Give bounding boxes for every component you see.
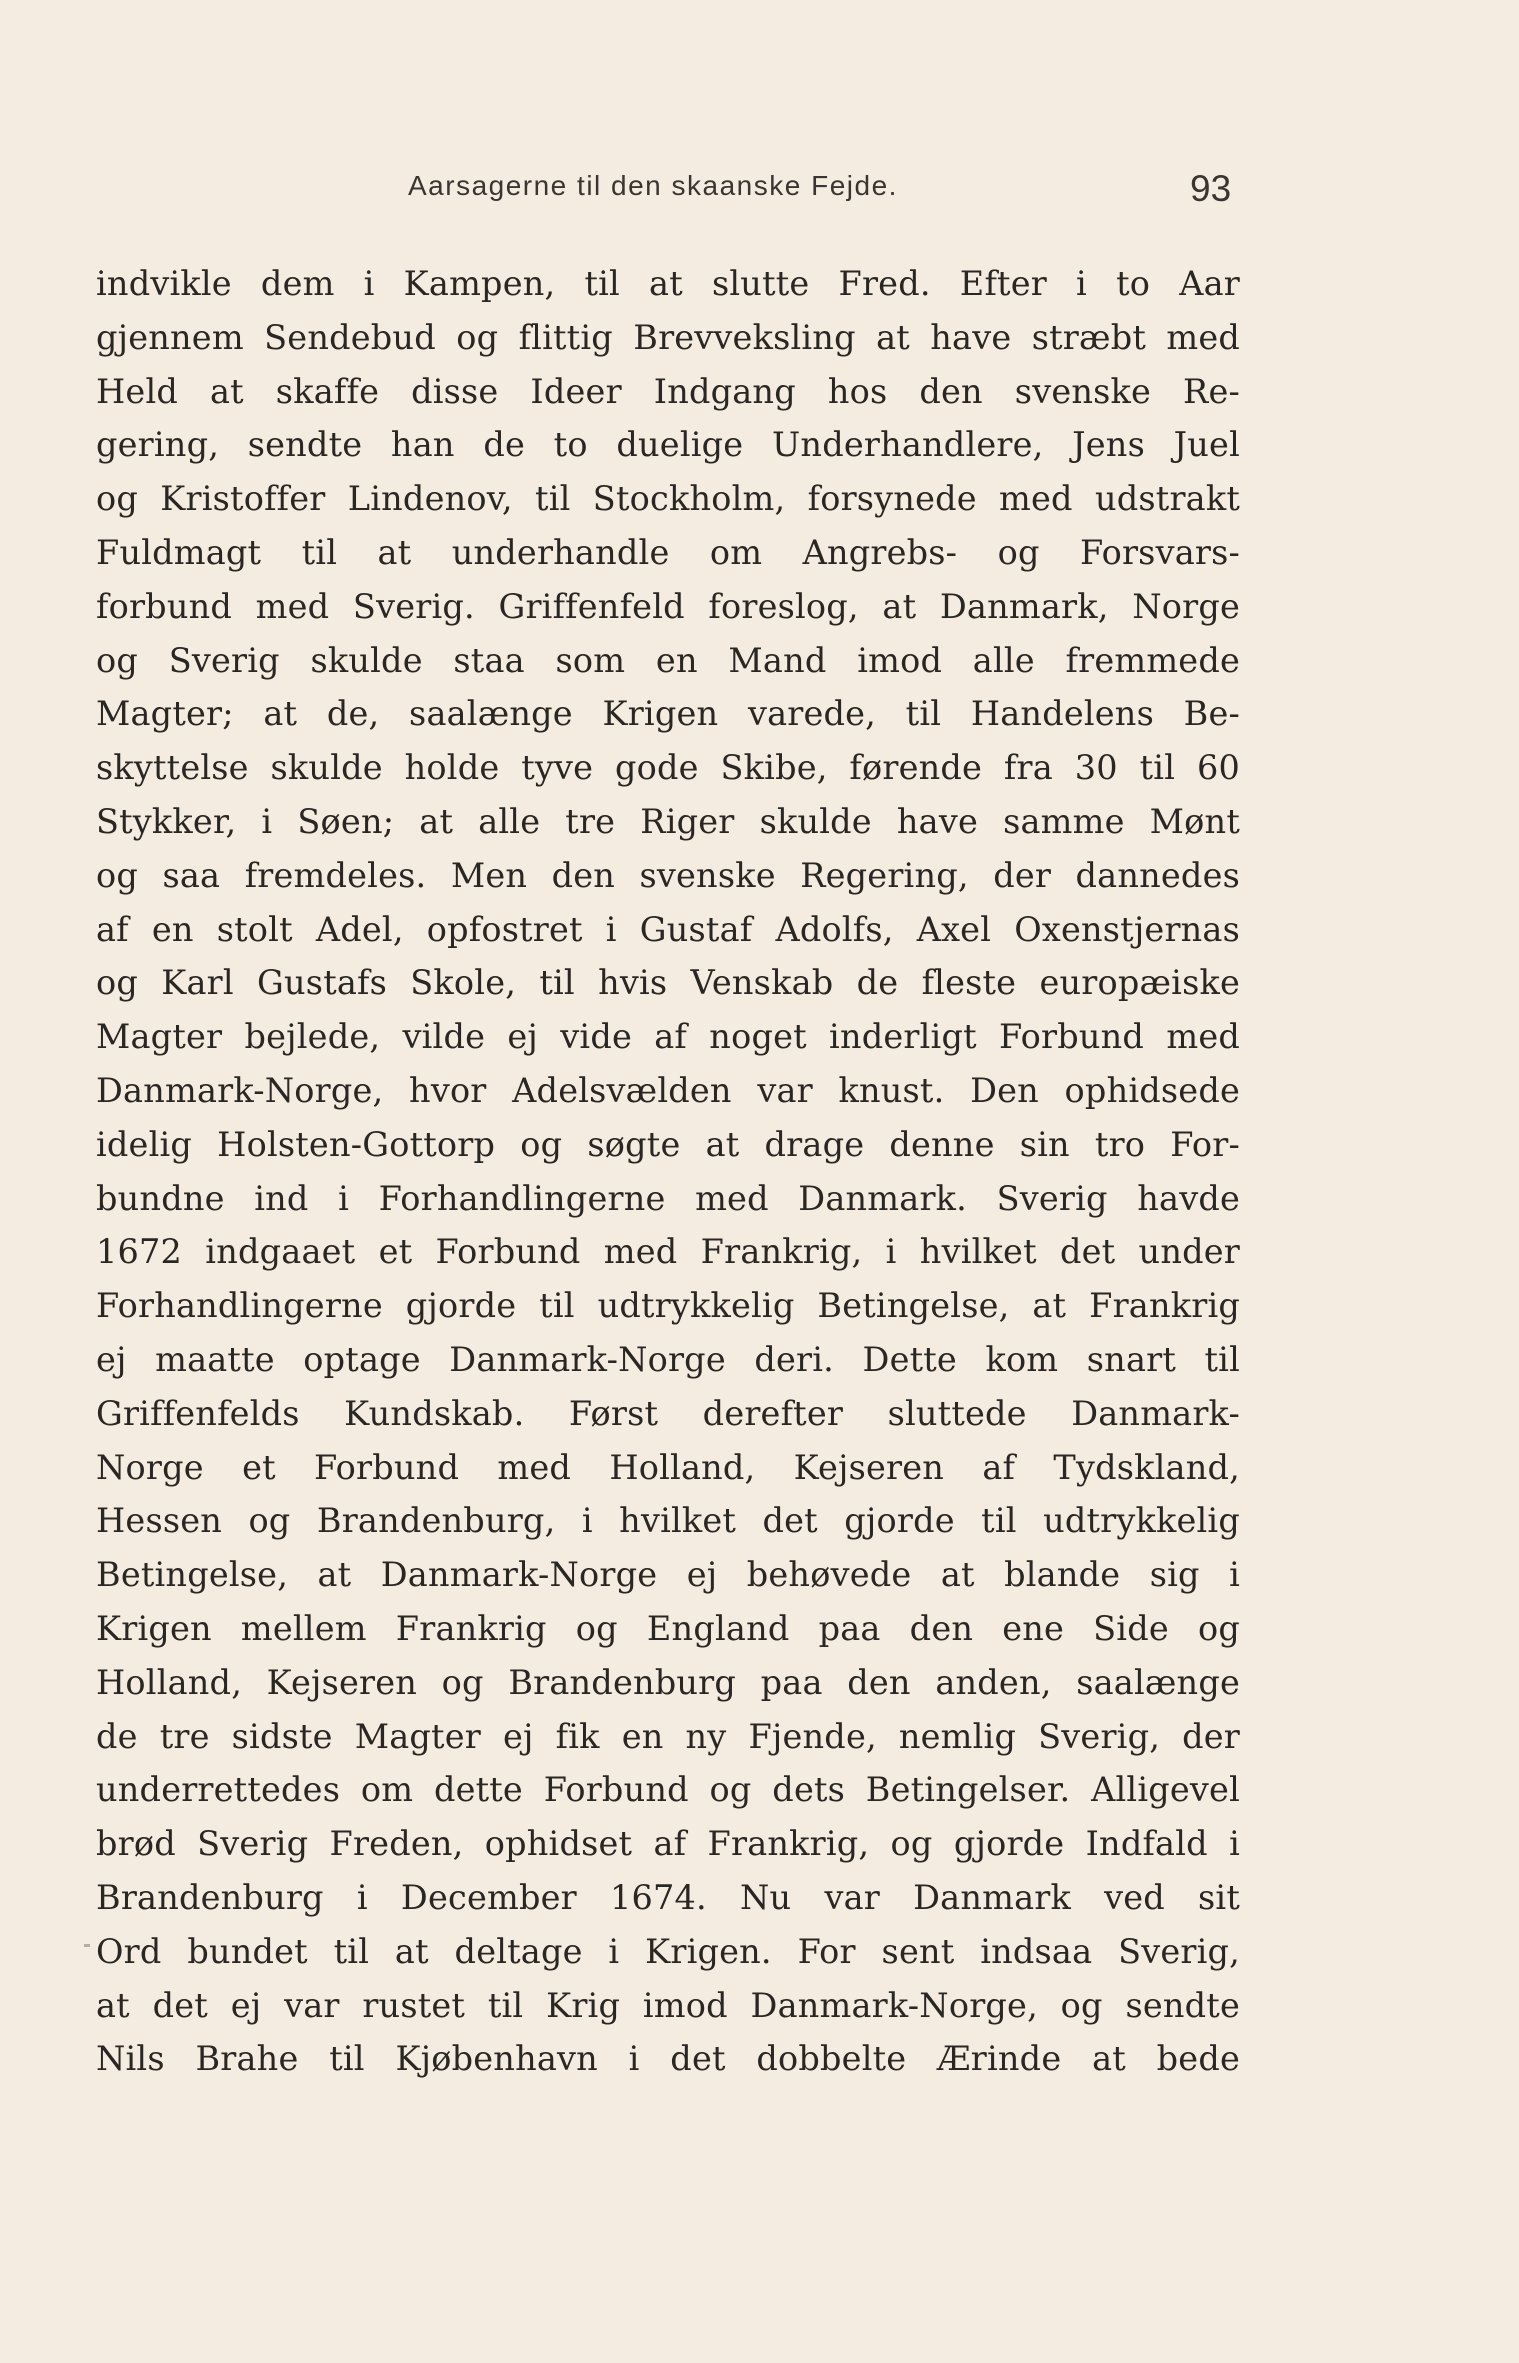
text-line: forbund med Sverig. Griffenfeld foreslog, at Danmark, Norge: [96, 586, 1240, 626]
text-line: Norge et Forbund med Holland, Kejseren af Tydskland,: [96, 1447, 1240, 1487]
body-text: [96, 257, 1240, 2086]
text-line: af en stolt Adel, opfostret i Gustaf Adolfs, Axel Oxenstjernas: [96, 909, 1240, 949]
text-line: Betingelse, at Danmark-Norge ej behøvede at blande sig i: [96, 1555, 1240, 1595]
text-line: Krigen mellem Frankrig og England paa den ene Side og: [96, 1608, 1240, 1648]
text-line: bundne ind i Forhandlingerne med Danmark. Sverig havde: [96, 1178, 1240, 1218]
text-line: og Karl Gustafs Skole, til hvis Venskab de fleste europæiske: [96, 963, 1240, 1003]
text-line: de tre sidste Magter ej fik en ny Fjende, nemlig Sverig, der: [96, 1716, 1240, 1756]
text-line: at det ej var rustet til Krig imod Danmark-Norge, og sendte: [96, 1985, 1240, 2025]
text-line: Magter bejlede, vilde ej vide af noget inderligt Forbund med: [96, 1017, 1240, 1057]
text-line: Brandenburg i December 1674. Nu var Danmark ved sit: [96, 1877, 1240, 1917]
text-line: indvikle dem i Kampen, til at slutte Fred. Efter i to Aar: [96, 264, 1240, 303]
text-line: Forhandlingerne gjorde til udtrykkelig Betingelse, at Frankrig: [96, 1286, 1240, 1326]
text-line: Danmark-Norge, hvor Adelsvælden var knust. Den ophidsede: [96, 1070, 1240, 1110]
text-line: Griffenfelds Kundskab. Først derefter sluttede Danmark-: [96, 1393, 1240, 1433]
text-line: og Kristoffer Lindenov, til Stockholm, forsynede med udstrakt: [96, 479, 1240, 519]
margin-mark: [84, 1944, 90, 1947]
text-line: Fuldmagt til at underhandle om Angrebs- og Forsvars-: [96, 532, 1240, 572]
text-line: ej maatte optage Danmark-Norge deri. Dette kom snart til: [96, 1339, 1240, 1379]
text-line: og Sverig skulde staa som en Mand imod alle fremmede: [96, 640, 1240, 680]
text-line: Nils Brahe til Kjøbenhavn i det dobbelte Ærinde at bede: [96, 2039, 1240, 2079]
text-line: Ord bundet til at deltage i Krigen. For sent indsaa Sverig,: [96, 1931, 1240, 1971]
text-line: 1672 indgaaet et Forbund med Frankrig, i hvilket det under: [96, 1232, 1240, 1272]
text-line: gjennem Sendebud og flittig Brevveksling at have stræbt med: [96, 317, 1240, 357]
page-number: 93: [1190, 168, 1232, 209]
text-line: skyttelse skulde holde tyve gode Skibe, førende fra 30 til 60: [96, 748, 1240, 788]
running-title: Aarsagerne til den skaanske Fejde.: [408, 170, 898, 201]
text-line: idelig Holsten-Gottorp og søgte at drage denne sin tro For-: [96, 1124, 1240, 1164]
text-line: Magter; at de, saalænge Krigen varede, til Handelens Be-: [96, 694, 1240, 734]
text-line: brød Sverig Freden, ophidset af Frankrig, og gjorde Indfald i: [96, 1824, 1240, 1864]
text-line: Holland, Kejseren og Brandenburg paa den anden, saalænge: [96, 1662, 1240, 1702]
text-line: Held at skaffe disse Ideer Indgang hos den svenske Re-: [96, 371, 1240, 411]
text-line: Stykker, i Søen; at alle tre Riger skulde have samme Mønt: [96, 801, 1240, 841]
text-line: underrettedes om dette Forbund og dets Betingelser. Alligevel: [96, 1770, 1240, 1810]
text-line: og saa fremdeles. Men den svenske Regering, der dannedes: [96, 855, 1240, 895]
text-line: Hessen og Brandenburg, i hvilket det gjorde til udtrykkelig: [96, 1501, 1240, 1541]
text-line: gering, sendte han de to duelige Underhandlere, Jens Juel: [96, 425, 1240, 465]
